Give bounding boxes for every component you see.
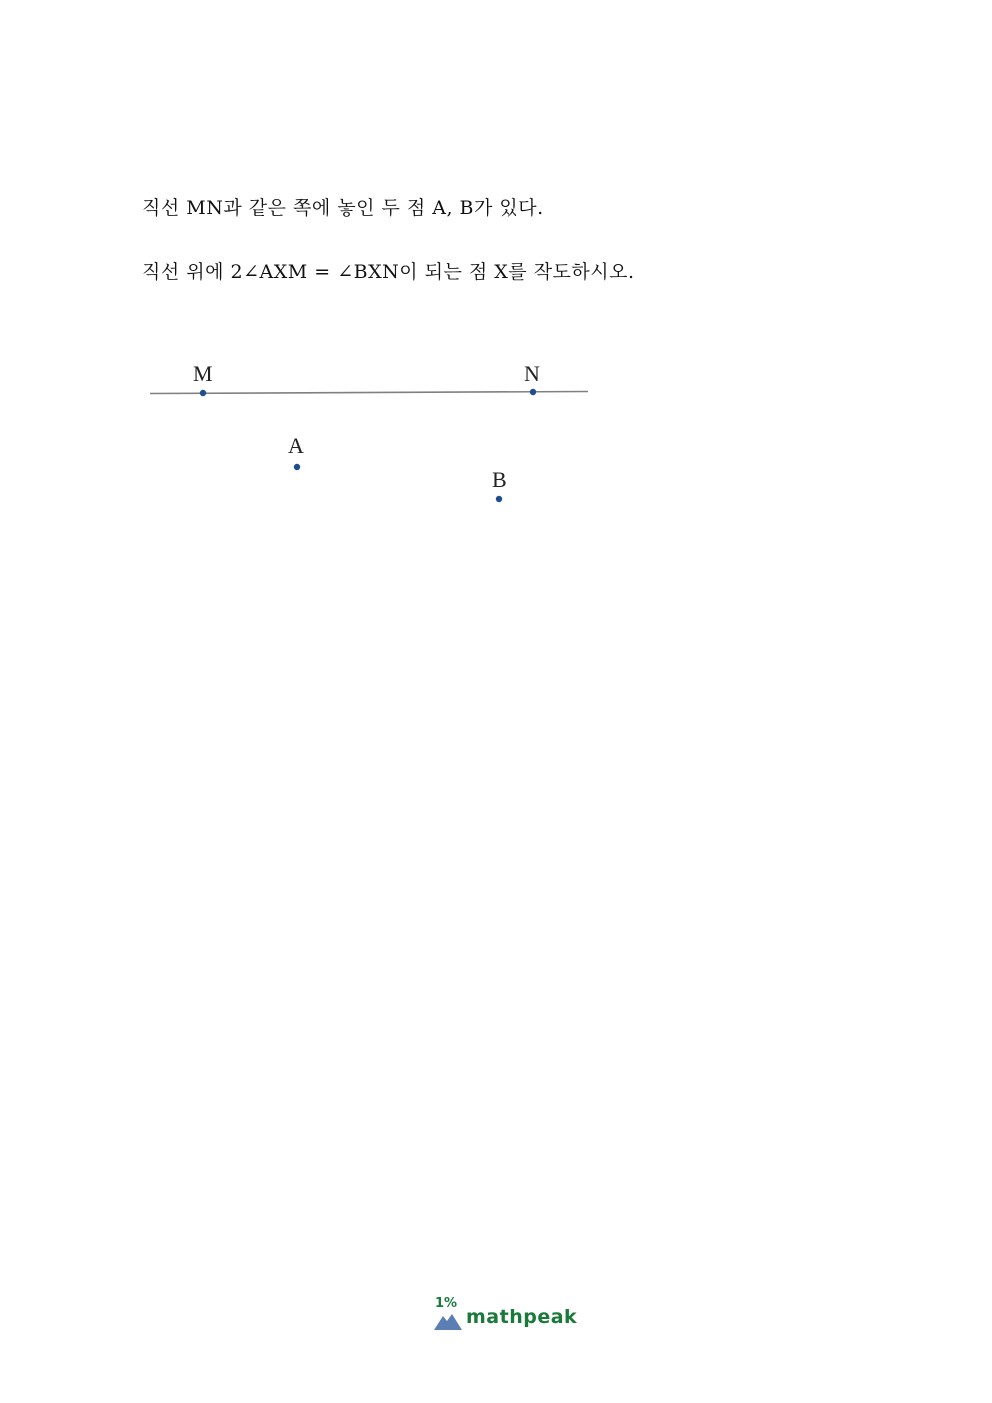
mathpeak-logo [432, 1296, 578, 1336]
mountain-icon [434, 1312, 464, 1332]
line-mn [150, 392, 588, 394]
label-b: B [492, 467, 507, 492]
point-b [496, 496, 502, 502]
label-m: M [193, 361, 213, 386]
construction-figure [0, 0, 992, 560]
point-m [200, 390, 206, 396]
problem-statement-line-1: 직선 MN과 같은 쪽에 놓인 두 점 A, B가 있다. [142, 197, 544, 219]
point-n [530, 389, 536, 395]
point-a [294, 464, 300, 470]
label-a: A [288, 433, 304, 458]
logo-percent-text: 1% [435, 1296, 458, 1311]
label-n: N [524, 361, 540, 386]
problem-statement-line-2: 직선 위에 2∠AXM = ∠BXN이 되는 점 X를 작도하시오. [142, 261, 635, 283]
logo-wordmark: mathpeak [466, 1306, 578, 1328]
